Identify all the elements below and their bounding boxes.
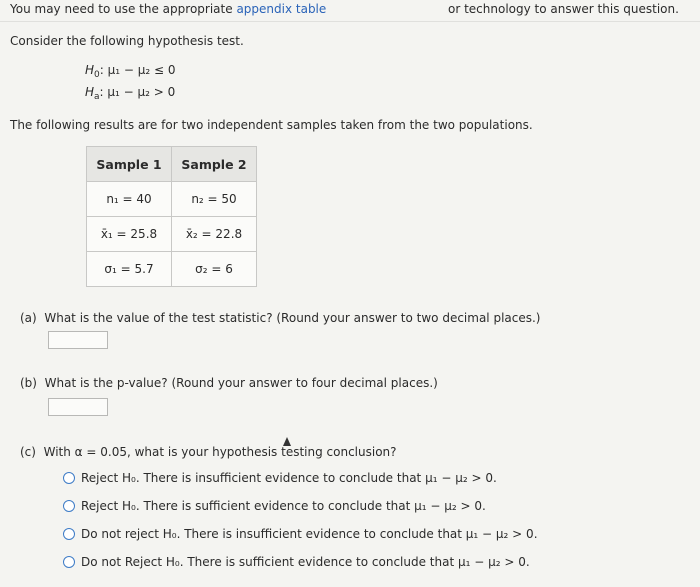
table-cell: x̄₁ = 25.8 (87, 217, 172, 252)
test-statistic-input[interactable] (48, 331, 108, 349)
column-header: Sample 1 (87, 147, 172, 182)
table-cell: n₂ = 50 (172, 182, 257, 217)
p-value-input[interactable] (48, 398, 108, 416)
table-row (87, 252, 257, 287)
table-row (87, 217, 257, 252)
question-c: (c) With α = 0.05, what is your hypothesis testing conclusion? (20, 445, 397, 459)
option-label-2[interactable]: Reject H₀. There is sufficient evidence to conclude that μ₁ − μ₂ > 0. (81, 499, 486, 513)
intro-text: Consider the following hypothesis test. (10, 34, 244, 48)
table-cell: σ₂ = 6 (172, 252, 257, 287)
instruction-text: You may need to use the appropriate appendix table (10, 2, 327, 16)
appendix-table-link[interactable]: appendix table (236, 2, 327, 16)
samples-table (86, 146, 257, 287)
radio-option-3[interactable] (63, 528, 75, 540)
column-header: Sample 2 (172, 147, 257, 182)
table-cell: σ₁ = 5.7 (87, 252, 172, 287)
mouse-cursor-icon (283, 437, 291, 446)
table-row (87, 182, 257, 217)
question-a: (a) What is the value of the test statistic? (Round your answer to two decimal places.) (20, 311, 541, 325)
option-label-3[interactable]: Do not reject H₀. There is insufficient evidence to conclude that μ₁ − μ₂ > 0. (81, 527, 538, 541)
instruction-text-right: or technology to answer this question. (448, 2, 679, 16)
table-header-row (87, 147, 257, 182)
option-label-4[interactable]: Do not Reject H₀. There is sufficient evidence to conclude that μ₁ − μ₂ > 0. (81, 555, 530, 569)
question-b: (b) What is the p-value? (Round your answer to four decimal places.) (20, 376, 438, 390)
radio-option-4[interactable] (63, 556, 75, 568)
header-divider (0, 21, 700, 22)
option-label-1[interactable]: Reject H₀. There is insufficient evidence to conclude that μ₁ − μ₂ > 0. (81, 471, 497, 485)
radio-option-1[interactable] (63, 472, 75, 484)
table-cell: n₁ = 40 (87, 182, 172, 217)
results-text: The following results are for two independent samples taken from the two populations. (10, 118, 533, 132)
table-cell: x̄₂ = 22.8 (172, 217, 257, 252)
radio-option-2[interactable] (63, 500, 75, 512)
null-hypothesis: $H_0$: μ₁ − μ₂ ≤ 0 (85, 63, 176, 80)
alternative-hypothesis: $H_a$: μ₁ − μ₂ > 0 (85, 85, 176, 102)
